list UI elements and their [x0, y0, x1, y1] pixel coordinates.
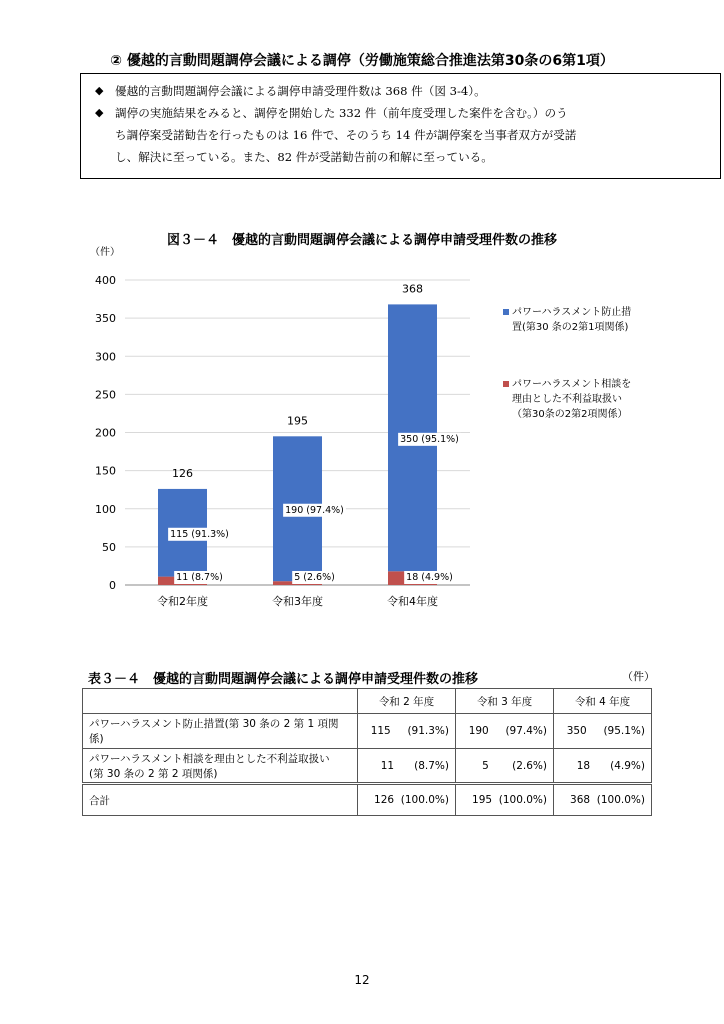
table-header-row	[83, 689, 652, 714]
legend-label-disadvantage: （第30条の2第2項関係）	[512, 409, 628, 420]
header-cell-r3: 令和 3 年度	[456, 689, 554, 714]
row-label-line: 合計	[89, 794, 110, 807]
data-label-disadvantage: 18 (4.9%)	[406, 572, 453, 583]
summary-bullet-2	[95, 102, 706, 168]
data-label-disadvantage: 5 (2.6%)	[294, 572, 335, 583]
data-table	[82, 688, 652, 816]
total-label: 368	[402, 282, 423, 296]
row-label-line: (第 30 条の 2 第 2 項関係)	[89, 767, 218, 780]
row-label	[83, 714, 358, 749]
cell-number: 5	[482, 759, 489, 772]
row-label-line: パワーハラスメント相談を理由とした不利益取扱い	[89, 752, 330, 765]
y-tick-label: 400	[95, 274, 116, 287]
cell-percent: (4.9%)	[610, 759, 645, 772]
legend-label-disadvantage: パワーハラスメント相談を	[512, 379, 632, 390]
table-cell	[456, 749, 554, 784]
y-axis-unit-label: （件）	[90, 247, 120, 258]
cell-number: 11	[380, 759, 395, 772]
summary-line: 優越的言動問題調停会議による調停申請受理件数は 368 件（図 3-4）。	[115, 84, 486, 98]
page-number: 12	[354, 973, 370, 987]
summary-line: 調停の実施結果をみると、調停を開始した 332 件（前年度受理した案件を含む。）のう	[115, 106, 568, 120]
x-tick-label: 令和4年度	[387, 595, 438, 608]
cell-percent: (97.4%)	[505, 725, 547, 737]
y-tick-label: 150	[95, 464, 116, 478]
cell-number: 368	[570, 794, 591, 806]
data-label-prevention: 190 (97.4%)	[285, 504, 344, 516]
cell-number: 350	[566, 725, 587, 737]
summary-line: し、解決に至っている。また、82 件が受諾勧告前の和解に至っている。	[115, 150, 493, 164]
row-label	[83, 784, 358, 816]
legend-label-disadvantage: 理由とした不利益取扱い	[512, 394, 622, 405]
summary-box	[80, 73, 721, 179]
legend-swatch-prevention	[503, 309, 509, 315]
legend-label-prevention: パワーハラスメント防止措	[512, 307, 632, 318]
table-cell	[456, 784, 554, 816]
cell-number: 190	[468, 725, 489, 737]
y-tick-label: 50	[102, 540, 116, 554]
summary-bullet-1	[95, 80, 706, 102]
row-label	[83, 749, 358, 784]
table-unit: （件）	[622, 670, 655, 683]
header-cell-empty	[83, 689, 358, 714]
cell-number: 195	[472, 794, 493, 806]
table-cell	[358, 714, 456, 749]
header-cell-r2: 令和 2 年度	[358, 689, 456, 714]
cell-number: 126	[374, 794, 395, 806]
y-tick-label: 200	[95, 426, 116, 440]
table-row-total	[83, 784, 652, 816]
data-label-prevention: 115 (91.3%)	[170, 528, 229, 540]
total-label: 195	[287, 414, 308, 428]
y-tick-label: 300	[95, 350, 116, 364]
diamond-bullet-icon: ◆	[95, 84, 104, 97]
y-tick-label: 350	[95, 312, 116, 326]
table-cell	[358, 749, 456, 784]
table-cell	[554, 784, 652, 816]
cell-percent: (100.0%)	[400, 794, 449, 806]
data-label-prevention: 350 (95.1%)	[400, 433, 459, 445]
x-tick-label: 令和3年度	[272, 595, 323, 608]
bar-chart	[0, 240, 724, 620]
diamond-bullet-icon: ◆	[95, 106, 104, 119]
data-label-disadvantage: 11 (8.7%)	[176, 572, 223, 583]
table-cell	[358, 784, 456, 816]
header-cell-r4: 令和 4 年度	[554, 689, 652, 714]
table-row	[83, 749, 652, 784]
cell-number: 115	[370, 725, 391, 737]
cell-percent: (8.7%)	[414, 759, 449, 772]
y-tick-label: 0	[109, 579, 116, 592]
cell-number: 18	[576, 759, 591, 772]
table-cell	[456, 714, 554, 749]
cell-percent: (100.0%)	[498, 794, 547, 806]
row-label-line: パワーハラスメント防止措置(第 30 条の 2 第 1 項関係)	[89, 718, 339, 745]
chart-title: 図３－４ 優越的言動問題調停会議による調停申請受理件数の推移	[166, 233, 557, 248]
section-heading: ② 優越的言動問題調停会議による調停（労働施策総合推進法第30条の6第1項）	[110, 53, 614, 69]
cell-percent: (91.3%)	[407, 725, 449, 737]
table-cell	[554, 714, 652, 749]
summary-line: ち調停案受諾勧告を行ったものは 16 件で、そのうち 14 件が調停案を当事者双方が受諾	[115, 128, 577, 142]
legend-label-prevention: 置(第30 条の2第1項関係)	[512, 322, 629, 333]
table-cell	[554, 749, 652, 784]
cell-percent: (95.1%)	[603, 725, 645, 737]
y-tick-label: 250	[95, 388, 116, 402]
legend-swatch-disadvantage	[503, 381, 509, 387]
cell-percent: (2.6%)	[512, 759, 547, 772]
table-row	[83, 714, 652, 749]
cell-percent: (100.0%)	[596, 794, 645, 806]
y-tick-label: 100	[95, 502, 116, 516]
table-title: 表３－４ 優越的言動問題調停会議による調停申請受理件数の推移	[88, 672, 479, 687]
total-label: 126	[172, 466, 193, 480]
x-tick-label: 令和2年度	[157, 595, 208, 608]
